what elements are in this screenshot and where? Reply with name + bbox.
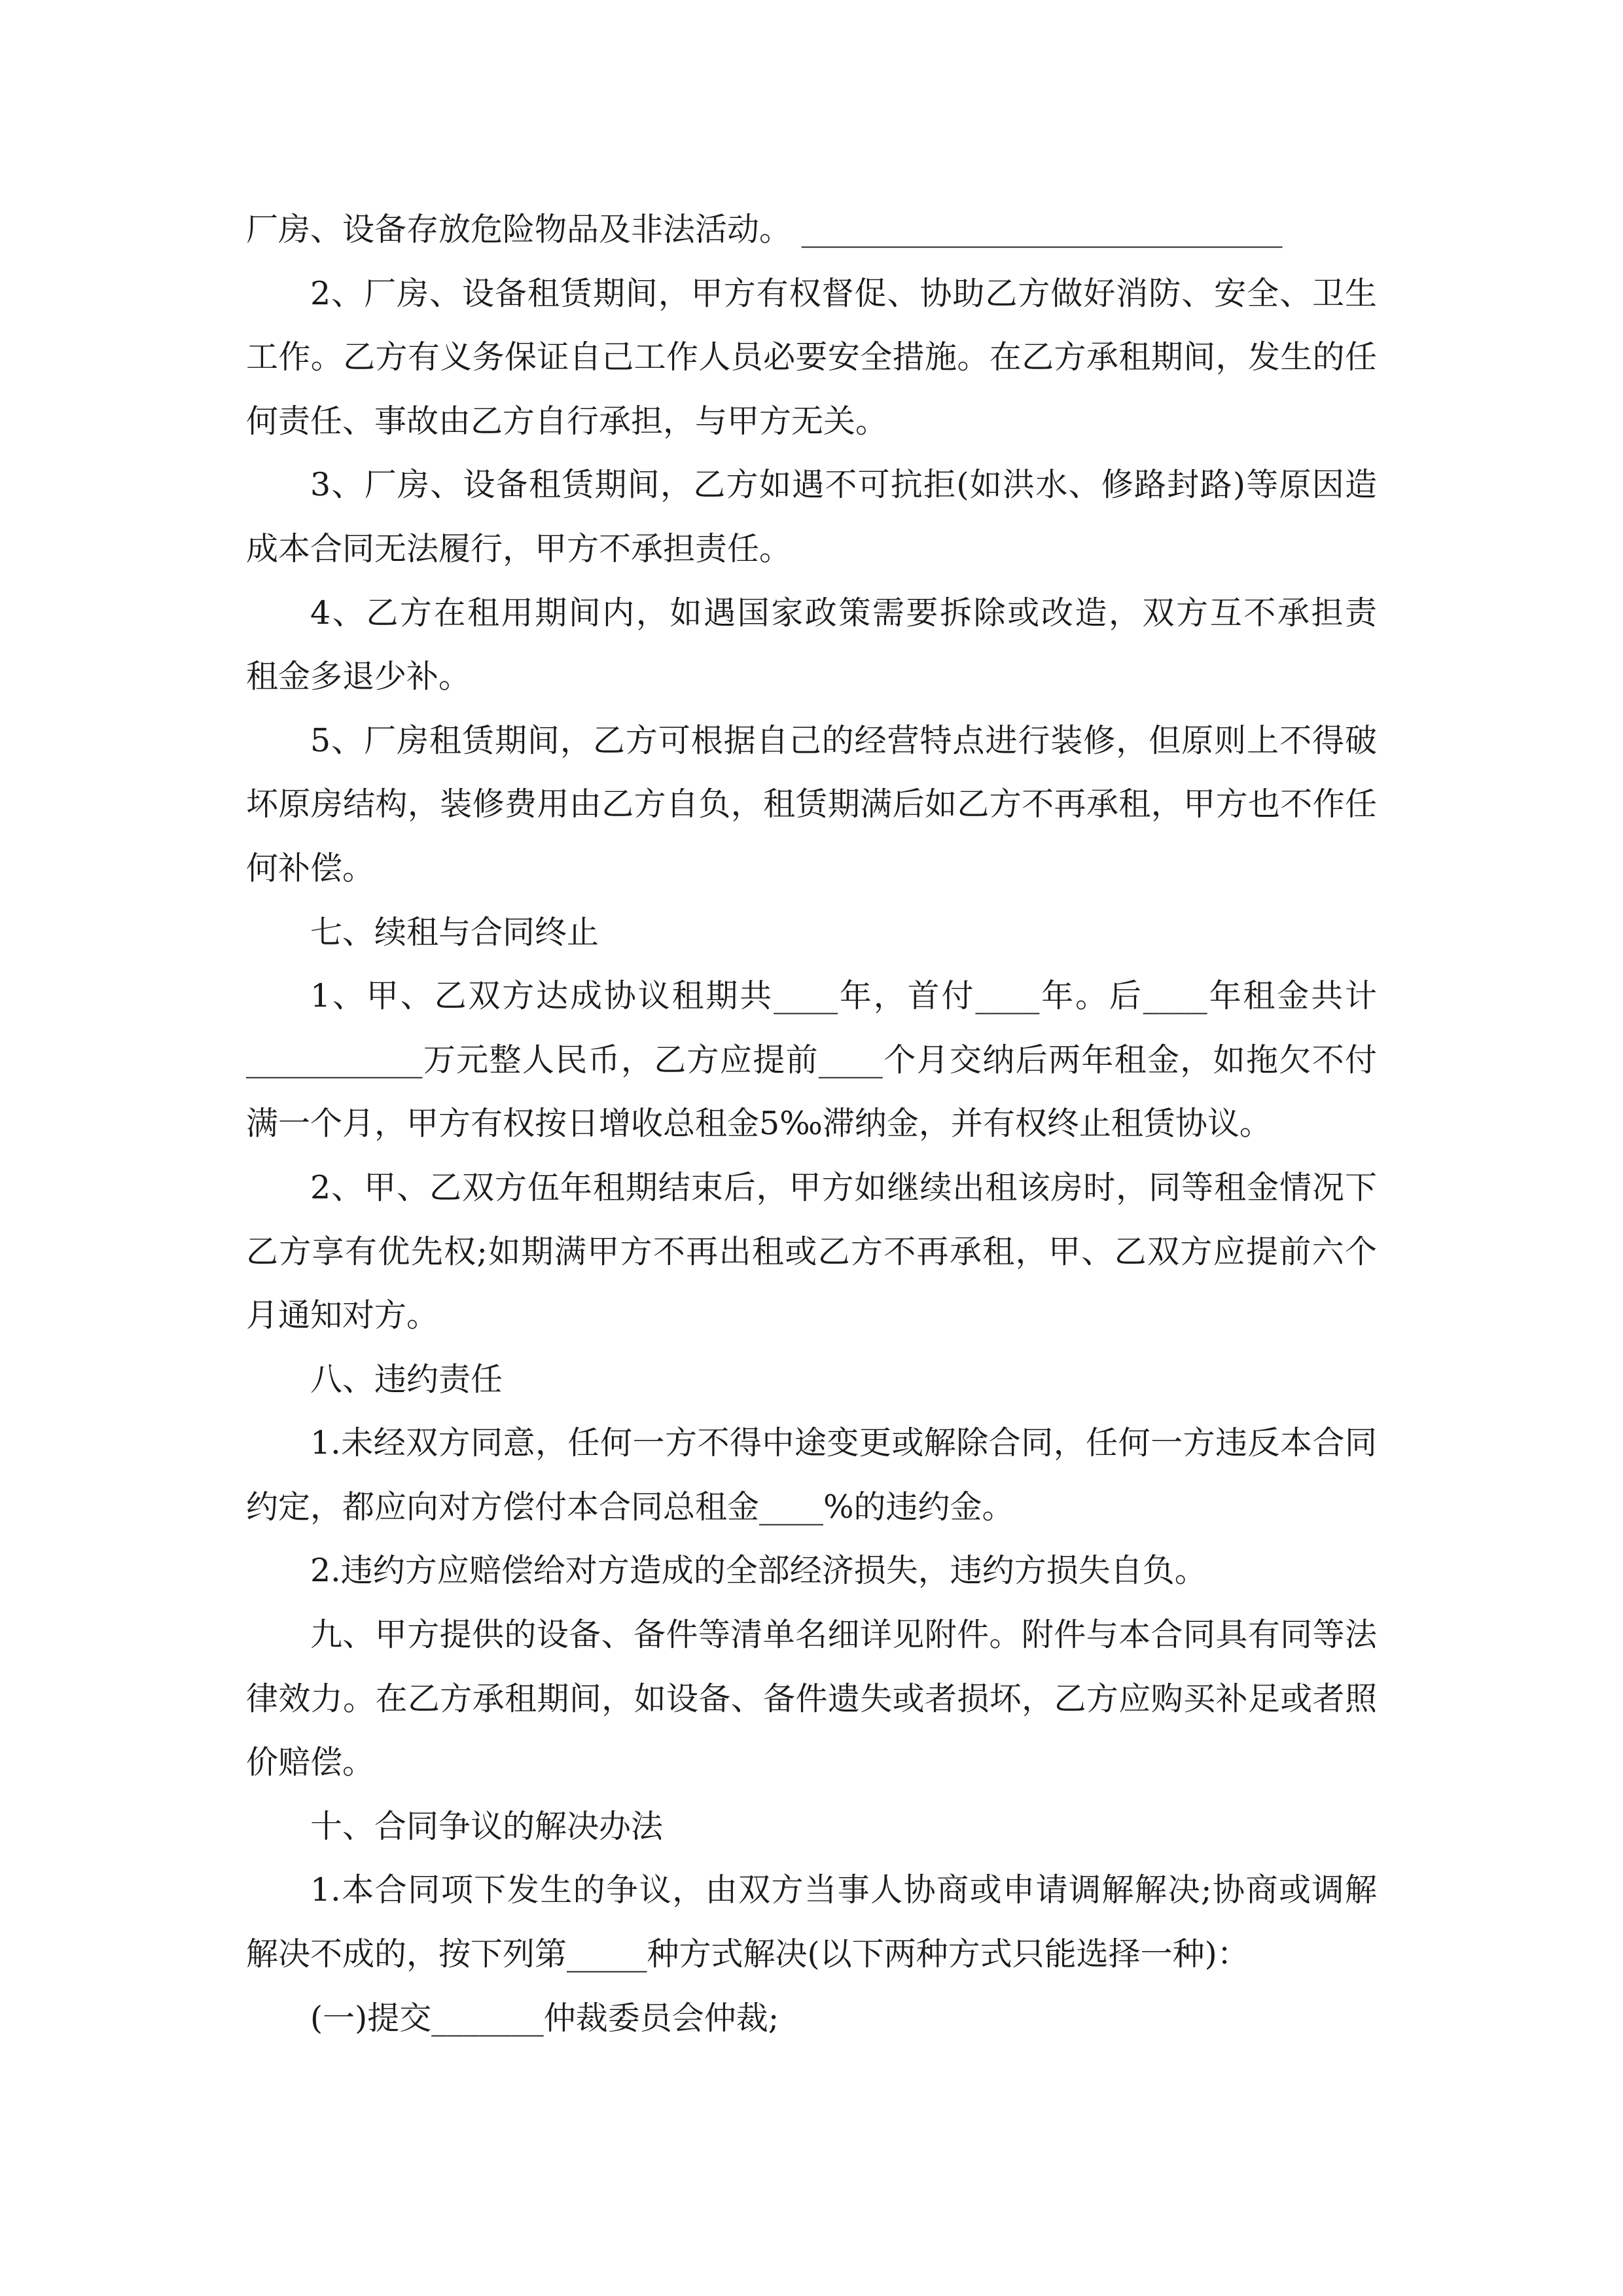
text-line: 乙方享有优先权;如期满甲方不再出租或乙方不再承租，甲、乙双方应提前六个	[246, 1232, 1377, 1270]
text-line: 1.本合同项下发生的争议，由双方当事人协商或申请调解解决;协商或调解	[310, 1871, 1377, 1909]
text-line: 2、甲、乙双方伍年租期结束后，甲方如继续出租该房时，同等租金情况下	[310, 1168, 1377, 1206]
text-line: 4、乙方在租用期间内，如遇国家政策需要拆除或改造，双方互不承担责	[310, 594, 1377, 632]
text-line: 约定，都应向对方偿付本合同总租金____%的违约金。	[246, 1488, 1014, 1526]
text-line: 律效力。在乙方承租期间，如设备、备件遗失或者损坏，乙方应购买补足或者照	[246, 1679, 1377, 1717]
text-line: 何补偿。	[246, 849, 375, 887]
text-line: 租金多退少补。	[246, 658, 471, 696]
text-line: 3、厂房、设备租赁期间，乙方如遇不可抗拒(如洪水、修路封路)等原因造	[310, 466, 1377, 504]
text-line: 十、合同争议的解决办法	[310, 1807, 664, 1845]
document-page	[246, 198, 1377, 2050]
text-line: 八、违约责任	[310, 1360, 503, 1398]
text-line: 月通知对方。	[246, 1297, 439, 1335]
text-line: 5、厂房租赁期间，乙方可根据自己的经营特点进行装修，但原则上不得破	[310, 721, 1377, 759]
text-line: 2.违约方应赔偿给对方造成的全部经济损失，违约方损失自负。	[310, 1552, 1207, 1590]
text-line: 成本合同无法履行，甲方不承担责任。	[246, 529, 792, 567]
text-line: 坏原房结构，装修费用由乙方自负，租赁期满后如乙方不再承租，甲方也不作任	[246, 785, 1377, 823]
text-line: 七、续租与合同终止	[310, 913, 599, 951]
text-line: 何责任、事故由乙方自行承担，与甲方无关。	[246, 402, 888, 440]
text-line: 厂房、设备存放危险物品及非法活动。 ______________________________	[246, 211, 1283, 248]
text-line: 1、甲、乙双方达成协议租期共____年，首付____年。后____年租金共计	[310, 977, 1377, 1015]
text-line: 1.未经双方同意，任何一方不得中途变更或解除合同，任何一方违反本合同	[310, 1424, 1377, 1462]
text-line: 价赔偿。	[246, 1744, 375, 1782]
text-line: 九、甲方提供的设备、备件等清单名细详见附件。附件与本合同具有同等法	[310, 1616, 1377, 1654]
text-line: ___________万元整人民币，乙方应提前____个月交纳后两年租金，如拖欠不付	[246, 1041, 1377, 1079]
text-line: 满一个月，甲方有权按日增收总租金5‰滞纳金，并有权终止租赁协议。	[246, 1105, 1272, 1143]
text-line: 2、厂房、设备租赁期间，甲方有权督促、协助乙方做好消防、安全、卫生	[310, 274, 1377, 312]
text-line: 解决不成的，按下列第_____种方式解决(以下两种方式只能选择一种)：	[246, 1935, 1249, 1973]
text-line: 工作。乙方有义务保证自己工作人员必要安全措施。在乙方承租期间，发生的任	[246, 338, 1377, 376]
text-line: (一)提交_______仲裁委员会仲裁;	[310, 1999, 779, 2037]
